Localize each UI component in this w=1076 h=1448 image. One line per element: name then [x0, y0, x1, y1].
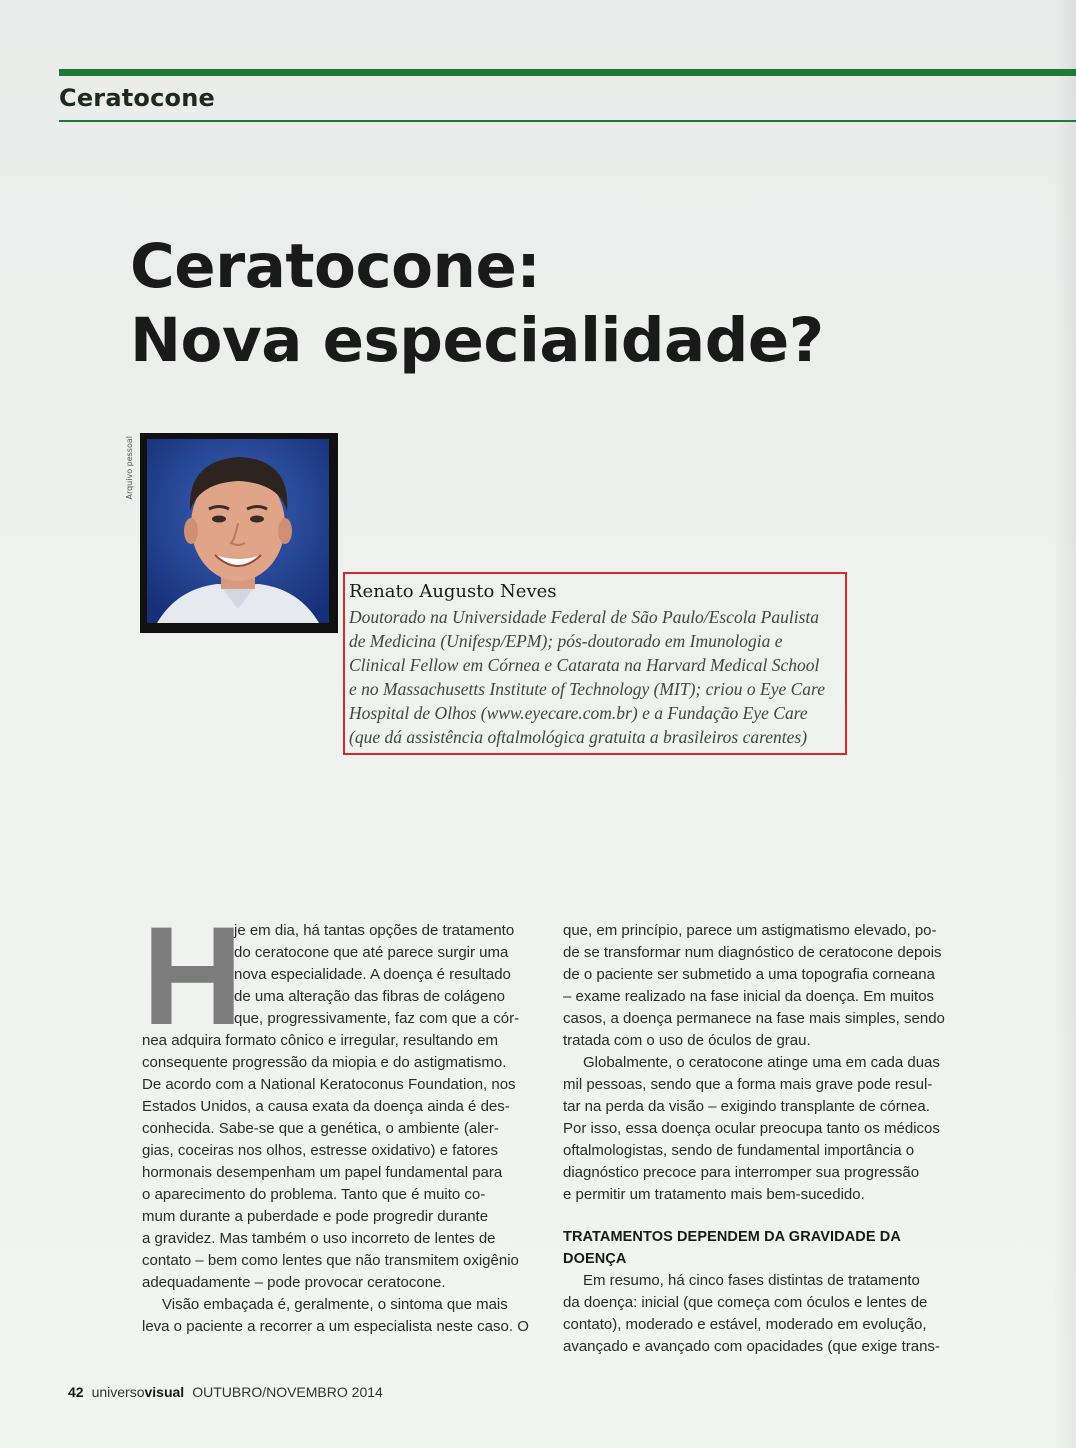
author-bio-line: de Medicina (Unifesp/EPM); pós-doutorado em Imunologia e: [349, 631, 783, 651]
body-line: nea adquira formato cônico e irregular, resultando em: [142, 1032, 499, 1049]
body-line: casos, a doença permanece na fase mais simples, sendo: [563, 1010, 945, 1027]
body-line: de uma alteração das fibras de colágeno: [234, 988, 506, 1005]
magazine-brand-light: universo: [91, 1384, 145, 1400]
body-line: da doença: inicial (que começa com óculos e lentes de: [563, 1294, 928, 1311]
author-bio-line: Clinical Fellow em Córnea e Catarata na Harvard Medical School: [349, 655, 820, 675]
headline-line-2: Nova especialidade?: [130, 305, 824, 376]
author-bio-line: e no Massachusetts Institute of Technology (MIT); criou o Eye Care: [349, 679, 825, 699]
magazine-brand-bold: visual: [144, 1384, 185, 1400]
article-headline: [130, 230, 930, 378]
section-rule-bottom: [59, 120, 1076, 122]
body-line: de se transformar num diagnóstico de ceratocone depois: [563, 944, 942, 961]
body-line: Estados Unidos, a causa exata da doença ainda é des-: [142, 1098, 510, 1115]
body-line: – exame realizado na fase inicial da doença. Em muitos: [563, 988, 935, 1005]
body-line: mil pessoas, sendo que a forma mais grave pode resul-: [563, 1076, 933, 1093]
body-line: de o paciente ser submetido a uma topografia corneana: [563, 966, 935, 983]
body-line: consequente progressão da miopia e do astigmatismo.: [142, 1054, 507, 1071]
body-line: Globalmente, o ceratocone atinge uma em cada duas: [583, 1054, 940, 1071]
body-line: Por isso, essa doença ocular preocupa tanto os médicos: [563, 1120, 940, 1137]
photo-credit: Arquivo pessoal: [125, 436, 134, 500]
article-column-left: [142, 897, 534, 1338]
body-line: tratada com o uso de óculos de grau.: [563, 1032, 811, 1049]
body-line: e permitir um tratamento mais bem-sucedido.: [563, 1186, 865, 1203]
article-column-right: [563, 920, 955, 1358]
author-photo: [140, 433, 338, 633]
page-footer: [68, 1384, 383, 1400]
body-line: contato), moderado e estável, moderado em evolução,: [563, 1316, 927, 1333]
author-name: Renato Augusto Neves: [349, 581, 557, 602]
body-line: que, em princípio, parece um astigmatismo elevado, po-: [563, 922, 937, 939]
author-bio-line: (que dá assistência oftalmológica gratuita a brasileiros carentes): [349, 727, 808, 747]
body-line: je em dia, há tantas opções de tratamento: [234, 922, 515, 939]
headline-line-1: Ceratocone:: [130, 231, 541, 302]
body-line: Em resumo, há cinco fases distintas de tratamento: [583, 1272, 920, 1289]
section-label: Ceratocone: [59, 84, 215, 112]
body-line: adequadamente – pode provocar ceratocone.: [142, 1274, 446, 1291]
issue-date: OUTUBRO/NOVEMBRO 2014: [192, 1384, 383, 1400]
body-line: gias, coceiras nos olhos, estresse oxidativo) e fatores: [142, 1142, 499, 1159]
section-rule-top: [59, 69, 1076, 76]
body-line: conhecida. Sabe-se que a genética, o ambiente (aler-: [142, 1120, 499, 1137]
body-line: a gravidez. Mas também o uso incorreto de lentes de: [142, 1230, 496, 1247]
author-bio-box: [343, 572, 847, 755]
body-line: leva o paciente a recorrer a um especialista neste caso. O: [142, 1318, 529, 1335]
body-line: mum durante a puberdade e pode progredir durante: [142, 1208, 489, 1225]
body-line: que, progressivamente, faz com que a cór-: [234, 1010, 520, 1027]
author-portrait-image: [147, 439, 329, 623]
body-line: hormonais desempenham um papel fundamental para: [142, 1164, 503, 1181]
article-subhead: TRATAMENTOS DEPENDEM DA GRAVIDADE DA DOENÇA: [563, 1229, 901, 1267]
body-line: o aparecimento do problema. Tanto que é muito co-: [142, 1186, 486, 1203]
page-edge-shadow: [1054, 0, 1076, 1448]
body-line: De acordo com a National Keratoconus Foundation, nos: [142, 1076, 516, 1093]
author-bio-line: Hospital de Olhos (www.eyecare.com.br) e a Fundação Eye Care: [349, 703, 808, 723]
body-line: avançado e avançado com opacidades (que exige trans-: [563, 1338, 940, 1355]
body-line: oftalmologistas, sendo de fundamental importância o: [563, 1142, 915, 1159]
body-line: contato – bem como lentes que não transmitem oxigênio: [142, 1252, 519, 1269]
body-line: Visão embaçada é, geralmente, o sintoma que mais: [162, 1296, 508, 1313]
author-bio-line: Doutorado na Universidade Federal de São Paulo/Escola Paulista: [349, 607, 820, 627]
body-line: do ceratocone que até parece surgir uma: [234, 944, 509, 961]
body-line: nova especialidade. A doença é resultado: [234, 966, 511, 983]
page-number: 42: [68, 1384, 84, 1400]
drop-cap: H: [142, 897, 244, 1054]
body-line: tar na perda da visão – exigindo transplante de córnea.: [563, 1098, 930, 1115]
body-line: diagnóstico precoce para interromper sua progressão: [563, 1164, 920, 1181]
